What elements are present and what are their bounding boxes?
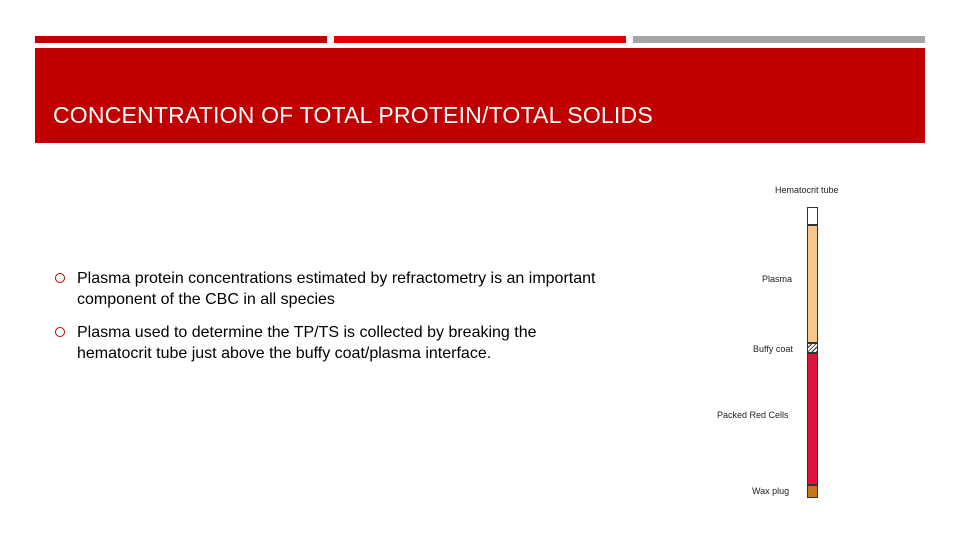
tube-packed-red-cells-section [807,353,818,485]
bullet-text: Plasma used to determine the TP/TS is collected by breaking the hematocrit tube just above the buffy coat/plasma interface. [77,324,537,362]
packed-red-cells-label: Packed Red Cells [717,410,789,420]
bullet-item [55,322,615,364]
title-band [35,48,925,143]
slide-title: CONCENTRATION OF TOTAL PROTEIN/TOTAL SOLIDS [53,102,653,128]
diagram-title: Hematocrit tube [775,185,839,195]
buffy-coat-label: Buffy coat [753,344,793,354]
accent-bar-right [633,36,925,43]
wax-plug-label: Wax plug [752,486,790,496]
tube-empty-section [807,207,818,225]
accent-bar-middle [334,36,626,43]
accent-bar-left [35,36,327,43]
tube-wax-plug-section [807,485,818,498]
hematocrit-tube-diagram [700,175,880,505]
circle-bullet-icon [55,273,65,283]
plasma-label: Plasma [762,274,793,284]
bullet-text: Plasma protein concentrations estimated by refractometry is an important component of the CBC in all species [77,270,596,308]
circle-bullet-icon [55,327,65,337]
tube-plasma-section [807,225,818,343]
tube-buffy-coat-section [807,343,818,353]
bullet-list [55,268,615,376]
bullet-item [55,268,615,310]
